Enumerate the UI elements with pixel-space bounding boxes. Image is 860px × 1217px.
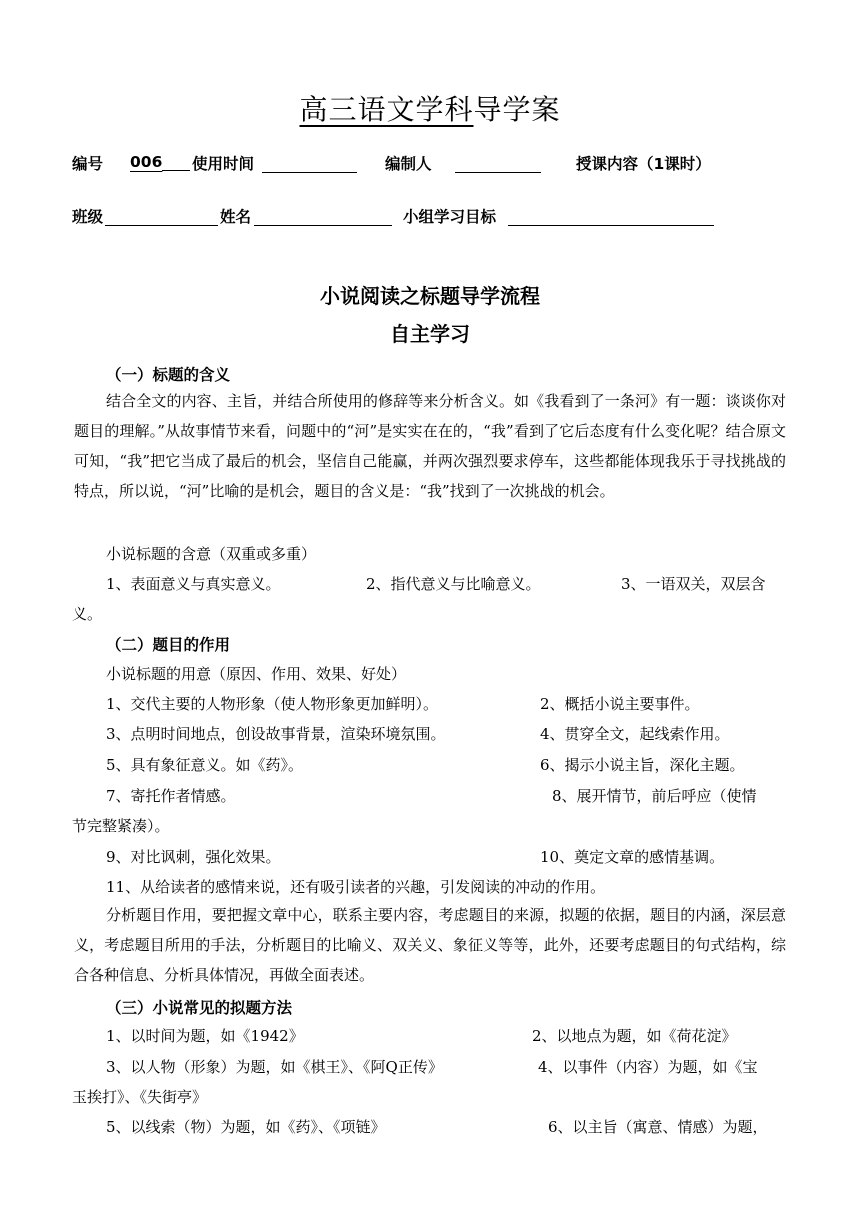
number-value: 006 — [130, 153, 163, 171]
section1-heading: （一）标题的含义 — [106, 366, 231, 384]
list-item: 3、点明时间地点，创设故事背景，渲染环境氛围。 — [106, 725, 446, 743]
section1-item2: 2、指代意义与比喻意义。 — [366, 575, 541, 593]
sub-heading: 自主学习 — [390, 322, 470, 346]
list-item: 6、以主旨（寓意、情感）为题， — [548, 1118, 768, 1136]
number-field — [130, 152, 190, 171]
class-label: 班级 — [72, 208, 104, 226]
use-time-blank[interactable] — [262, 154, 357, 173]
list-item: 6、揭示小说主旨，深化主题。 — [540, 756, 745, 774]
document-title — [0, 88, 860, 128]
class-blank[interactable] — [105, 207, 218, 226]
list-item: 10、奠定文章的感情基调。 — [540, 848, 725, 866]
list-item: 4、贯穿全文，起线索作用。 — [540, 725, 730, 743]
list-item: 5、具有象征意义。如《药》。 — [106, 756, 304, 774]
list-item: 9、对比讽刺，强化效果。 — [106, 848, 281, 866]
list-item: 玉挨打》、《失街亭》 — [72, 1088, 208, 1106]
list-item: 节完整紧凑）。 — [72, 817, 170, 835]
section2-subhead: 小说标题的用意（原因、作用、效果、好处） — [106, 665, 407, 683]
group-goal-blank[interactable] — [508, 207, 714, 226]
section2-heading: （二）题目的作用 — [106, 636, 231, 654]
section2-paragraph: 分析题目作用，要把握文章中心，联系主要内容，考虑题目的来源，拟题的依据，题目的内涵，深层意义，考虑题目所用的手法，分析题目的比喻义、双关义、象征义等等，此外，还要考虑题目的句式结构，综合各种信息、分析具体情况，再做全面表述。 — [74, 906, 786, 984]
section1-item1: 1、表面意义与真实意义。 — [106, 575, 281, 593]
list-item: 3、以人物（形象）为题，如《棋王》、《阿Q正传》 — [106, 1058, 443, 1076]
main-heading: 小说阅读之标题导学流程 — [320, 284, 540, 308]
title-underlined-part: 高三语文学科 — [299, 93, 474, 126]
list-item: 4、以事件（内容）为题，如《宝 — [538, 1058, 758, 1076]
section1-item3-cont: 义。 — [72, 605, 103, 623]
use-time-label: 使用时间 — [192, 155, 255, 173]
name-label: 姓名 — [220, 208, 252, 226]
name-blank[interactable] — [254, 207, 392, 226]
section3-heading: （三）小说常见的拟题方法 — [106, 999, 293, 1017]
section1-paragraph: 结合全文的内容、主旨，并结合所使用的修辞等来分析含义。如《我看到了一条河》有一题：谈谈你对题目的理解。”从故事情节来看，问题中的“河”是实实在在的，“我”看到了它后态度有什么变化呢？结合原文可知，“我”把它当成了最后的机会，坚信自己能赢，并两次强烈要求停车，这些都能体现我乐于寻找挑战的特点，所以说，“河”比喻的是机会，题目的含义是：“我”找到了一次挑战的机会。 — [74, 392, 786, 500]
group-goal-label: 小组学习目标 — [403, 208, 497, 226]
number-label: 编号 — [72, 155, 104, 173]
list-item: 7、寄托作者情感。 — [106, 787, 236, 805]
list-item: 11、从给读者的感情来说，还有吸引读者的兴趣，引发阅读的冲动的作用。 — [106, 878, 606, 896]
list-item: 1、交代主要的人物形象（使人物形象更加鲜明）。 — [106, 695, 439, 713]
list-item: 5、以线索（物）为题，如《药》、《项链》 — [106, 1118, 386, 1136]
list-item: 1、以时间为题，如《1942》 — [106, 1027, 304, 1045]
list-item: 2、概括小说主要事件。 — [540, 695, 700, 713]
list-item: 8、展开情节，前后呼应（使情 — [552, 787, 757, 805]
content-label: 授课内容（1课时） — [576, 155, 711, 173]
title-rest: 导学案 — [473, 93, 561, 126]
list-item: 2、以地点为题，如《荷花淀》 — [532, 1027, 737, 1045]
section1-item3: 3、一语双关，双层含 — [621, 575, 766, 593]
section1-subhead: 小说标题的含意（双重或多重） — [106, 545, 317, 563]
editor-label: 编制人 — [385, 155, 432, 173]
editor-blank[interactable] — [455, 154, 541, 173]
